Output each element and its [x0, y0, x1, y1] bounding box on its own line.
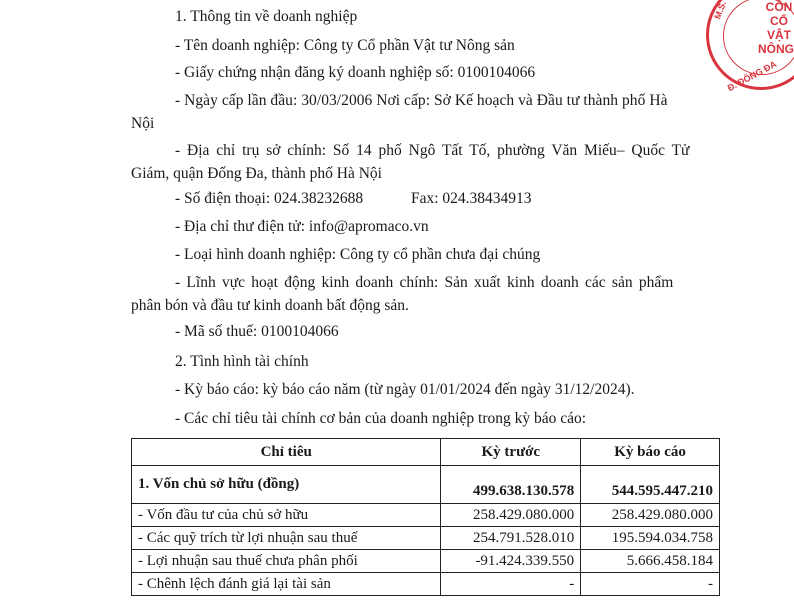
seal-ring-left: M.S.: [712, 0, 729, 21]
section-2-heading: 2. Tình hình tài chính: [175, 353, 309, 370]
row-current: -: [581, 573, 720, 596]
table-row: [132, 550, 720, 573]
business-line-1: - Lĩnh vực hoạt động kinh doanh chính: Sản xuất kinh doanh các sản phẩm: [175, 274, 674, 291]
financial-indicators-table: [131, 438, 720, 596]
row-previous: 499.638.130.578: [441, 466, 581, 504]
seal-text-1: CÔN: [765, 0, 793, 14]
address-line-1: - Địa chỉ trụ sở chính: Số 14 phố Ngô Tất Tố, phường Văn Miếu– Quốc Tử: [175, 142, 690, 159]
phone: - Số điện thoại: 024.38232688: [175, 190, 364, 207]
report-period: - Kỳ báo cáo: kỳ báo cáo năm (từ ngày 01/01/2024 đến ngày 31/12/2024).: [175, 381, 635, 398]
table-header-row: [132, 439, 720, 466]
company-type: - Loại hình doanh nghiệp: Công ty cổ phần chưa đại chúng: [175, 246, 541, 263]
row-label: - Các quỹ trích từ lợi nhuận sau thuế: [132, 527, 441, 550]
row-previous: 258.429.080.000: [441, 504, 581, 527]
header-current-period: Kỳ báo cáo: [581, 439, 720, 466]
business-line-2: phân bón và đầu tư kinh doanh bất động sản.: [131, 297, 409, 314]
table-row: [132, 504, 720, 527]
row-current: 195.594.034.758: [581, 527, 720, 550]
issue-line-2: Nội: [131, 115, 155, 132]
row-previous: 254.791.528.010: [441, 527, 581, 550]
table-row: [132, 527, 720, 550]
seal-text-4: NÔNG: [758, 42, 794, 56]
fax: Fax: 024.38434913: [411, 190, 532, 207]
row-current: 5.666.458.184: [581, 550, 720, 573]
tax-code: - Mã số thuế: 0100104066: [175, 323, 339, 340]
row-previous: -91.424.339.550: [441, 550, 581, 573]
row-label: - Chênh lệch đánh giá lại tài sản: [132, 573, 441, 596]
company-name: - Tên doanh nghiệp: Công ty Cổ phần Vật tư Nông sản: [175, 37, 515, 54]
header-previous-period: Kỳ trước: [441, 439, 581, 466]
row-current: 258.429.080.000: [581, 504, 720, 527]
row-label: 1. Vốn chủ sở hữu (đồng): [132, 466, 441, 504]
seal-ring-bottom: Đ. ĐỐNG ĐA: [725, 58, 779, 94]
header-indicator: Chỉ tiêu: [132, 439, 441, 466]
row-current: 544.595.447.210: [581, 466, 720, 504]
seal-text-2: CỔ: [770, 14, 788, 28]
email: - Địa chỉ thư điện tử: info@apromaco.vn: [175, 218, 429, 235]
table-row: [132, 573, 720, 596]
address-line-2: Giám, quận Đống Đa, thành phố Hà Nội: [131, 165, 382, 182]
row-label: - Vốn đầu tư của chủ sở hữu: [132, 504, 441, 527]
company-seal: [706, 0, 794, 94]
section-1-heading: 1. Thông tin về doanh nghiệp: [175, 8, 358, 25]
registration-cert: - Giấy chứng nhận đăng ký doanh nghiệp số: 0100104066: [175, 64, 536, 81]
table-row: [132, 466, 720, 504]
seal-text-3: VẬT: [767, 28, 791, 42]
row-label: - Lợi nhuận sau thuế chưa phân phối: [132, 550, 441, 573]
issue-line-1: - Ngày cấp lần đầu: 30/03/2006 Nơi cấp: Sở Kế hoạch và Đầu tư thành phố Hà: [175, 92, 668, 109]
row-previous: -: [441, 573, 581, 596]
indicators-intro: - Các chỉ tiêu tài chính cơ bản của doanh nghiệp trong kỳ báo cáo:: [175, 410, 587, 427]
